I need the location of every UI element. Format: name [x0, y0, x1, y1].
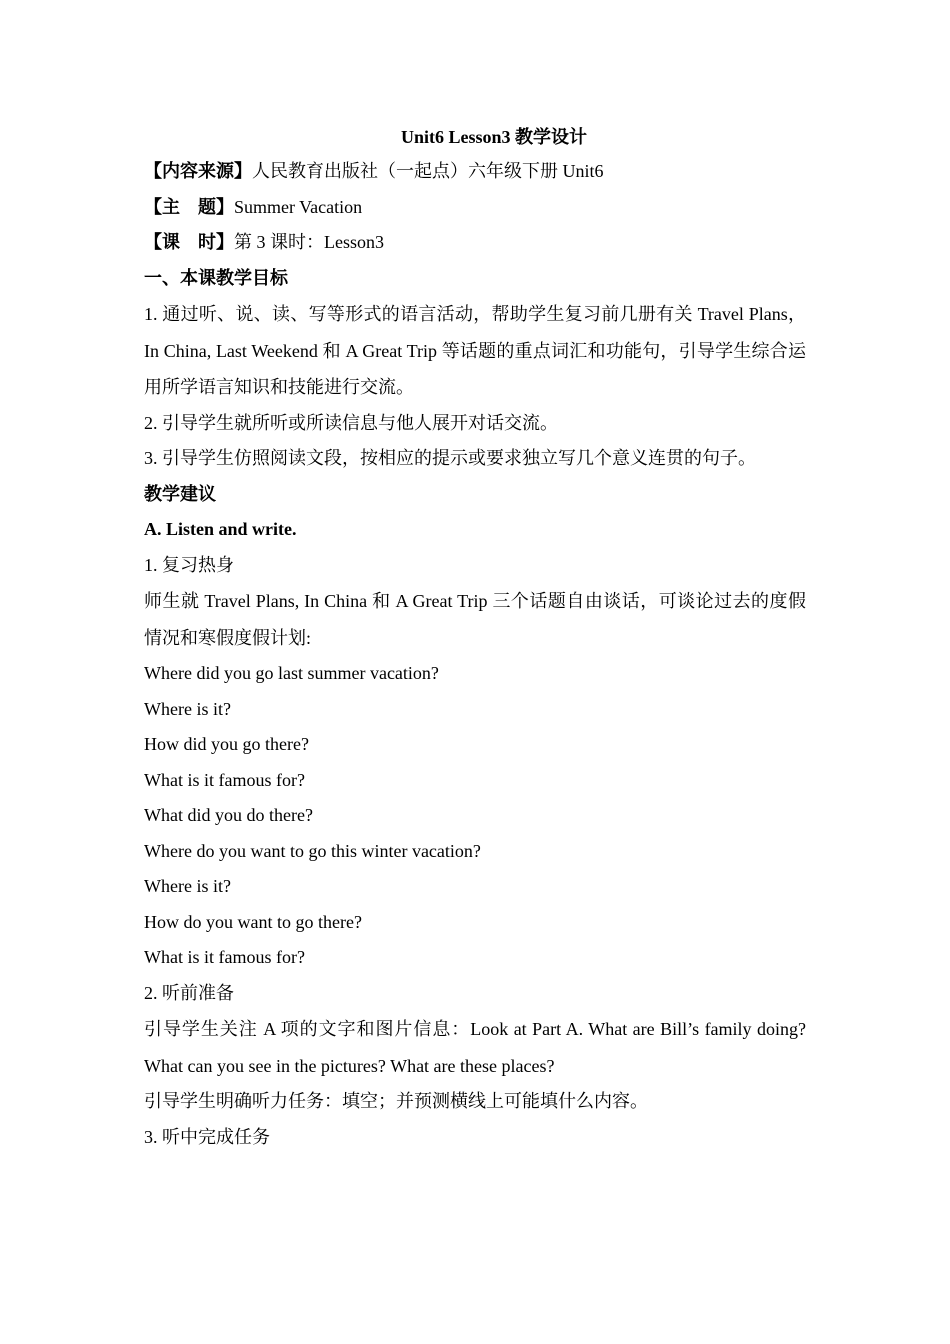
part-a-heading: A. Listen and write. [144, 519, 297, 539]
meta-period-label: 【课 时】 [144, 232, 234, 252]
goal-3: 3. 引导学生仿照阅读文段，按相应的提示或要求独立写几个意义连贯的句子。 [144, 448, 756, 468]
step1-intro: 师生就 Travel Plans, In China 和 A Great Trip 三个话题自由谈话，可谈论过去的度假情况和寒假度假计划: [144, 591, 806, 648]
question-3: How did you go there? [144, 734, 309, 754]
step2-text-1: 引导学生关注 A 项的文字和图片信息：Look at Part A. What are Bill’s family doing? What can you see in the pictures? What are these places? [144, 1019, 806, 1076]
meta-source-label: 【内容来源】 [144, 161, 252, 181]
question-1: Where did you go last summer vacation? [144, 663, 439, 683]
question-7: Where is it? [144, 876, 231, 896]
meta-period-value: 第 3 课时：Lesson3 [234, 232, 384, 252]
section2-heading: 教学建议 [144, 483, 216, 504]
meta-period [144, 225, 806, 261]
document-content [144, 120, 806, 1155]
meta-topic [144, 190, 806, 226]
meta-topic-label: 【主 题】 [144, 196, 234, 217]
question-5: What did you do there? [144, 805, 313, 825]
step1-title: 1. 复习热身 [144, 554, 234, 575]
meta-source [144, 154, 806, 190]
goal-2: 2. 引导学生就所听或所读信息与他人展开对话交流。 [144, 412, 558, 433]
question-4: What is it famous for? [144, 769, 305, 790]
section1-heading: 一、本课教学目标 [144, 267, 288, 288]
step2-text-2: 引导学生明确听力任务：填空；并预测横线上可能填什么内容。 [144, 1091, 648, 1111]
question-8: How do you want to go there? [144, 911, 362, 932]
question-2: Where is it? [144, 698, 231, 719]
step2-title: 2. 听前准备 [144, 982, 234, 1003]
goal-1: 1. 通过听、说、读、写等形式的语言活动，帮助学生复习前几册有关 Travel Plans，In China, Last Weekend 和 A Great Trip 等话题的重点词汇和功能句，引导学生综合运用所学语言知识和技能进行交流。 [144, 304, 806, 397]
meta-topic-value: Summer Vacation [234, 196, 363, 217]
meta-source-value: 人民教育出版社（一起点）六年级下册 Unit6 [252, 161, 604, 181]
question-6: Where do you want to go this winter vacation? [144, 840, 481, 861]
question-9: What is it famous for? [144, 947, 305, 967]
document-title: Unit6 Lesson3 教学设计 [400, 127, 588, 147]
step3-title: 3. 听中完成任务 [144, 1126, 270, 1147]
